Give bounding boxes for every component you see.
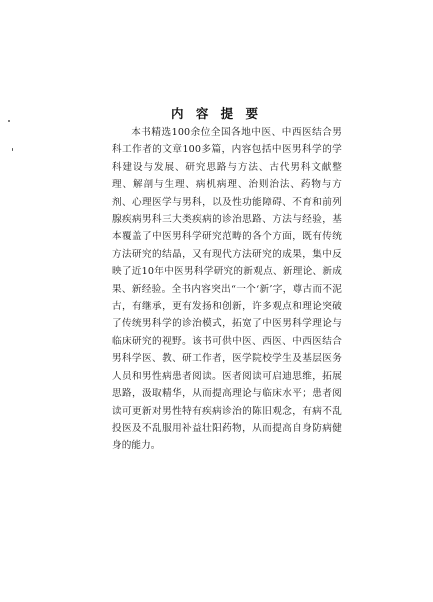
section-heading: 内 容 提 要: [170, 106, 263, 121]
abstract-paragraph: 本书精选100余位全国各地中医、中西医结合男科工作者的文章100多篇，内容包括中医男科学的学科建设与发展、研究思路与方法、古代男科文献整理、解剖与生理、病机病理、治则治法、药物与方剂、心理医学与男科，以及性功能障碍、不育和前列腺疾病男科三大类疾病的诊治思路、方法与经验，基本覆盖了中医男科学研究范畴的各个方面，既有传统方法研究的结晶，又有现代方法研究的成果，集中反映了近10年中医男科学研究的新观点、新理论、新成果、新经验。全书内容突出“一个‘新’字，尊古而不泥古，有继承，更有发扬和创新，许多观点和理论突破了传统男科学的诊治模式，拓宽了中医男科学理论与临床研究的视野。该书可供中医、西医、中西医结合男科学医、教、研工作者，医学院校学生及基层医务人员和男性病患者阅读。医者阅读可启迪思维，拓展思路，汲取精华，从而提高理论与临床水平；患者阅读可更新对男性特有疾病诊治的陈旧观念，有病不乱投医及不乱服用补益壮阳药物，从而提高自身防病健身的能力。: [112, 127, 342, 452]
scan-speck: [12, 148, 13, 151]
